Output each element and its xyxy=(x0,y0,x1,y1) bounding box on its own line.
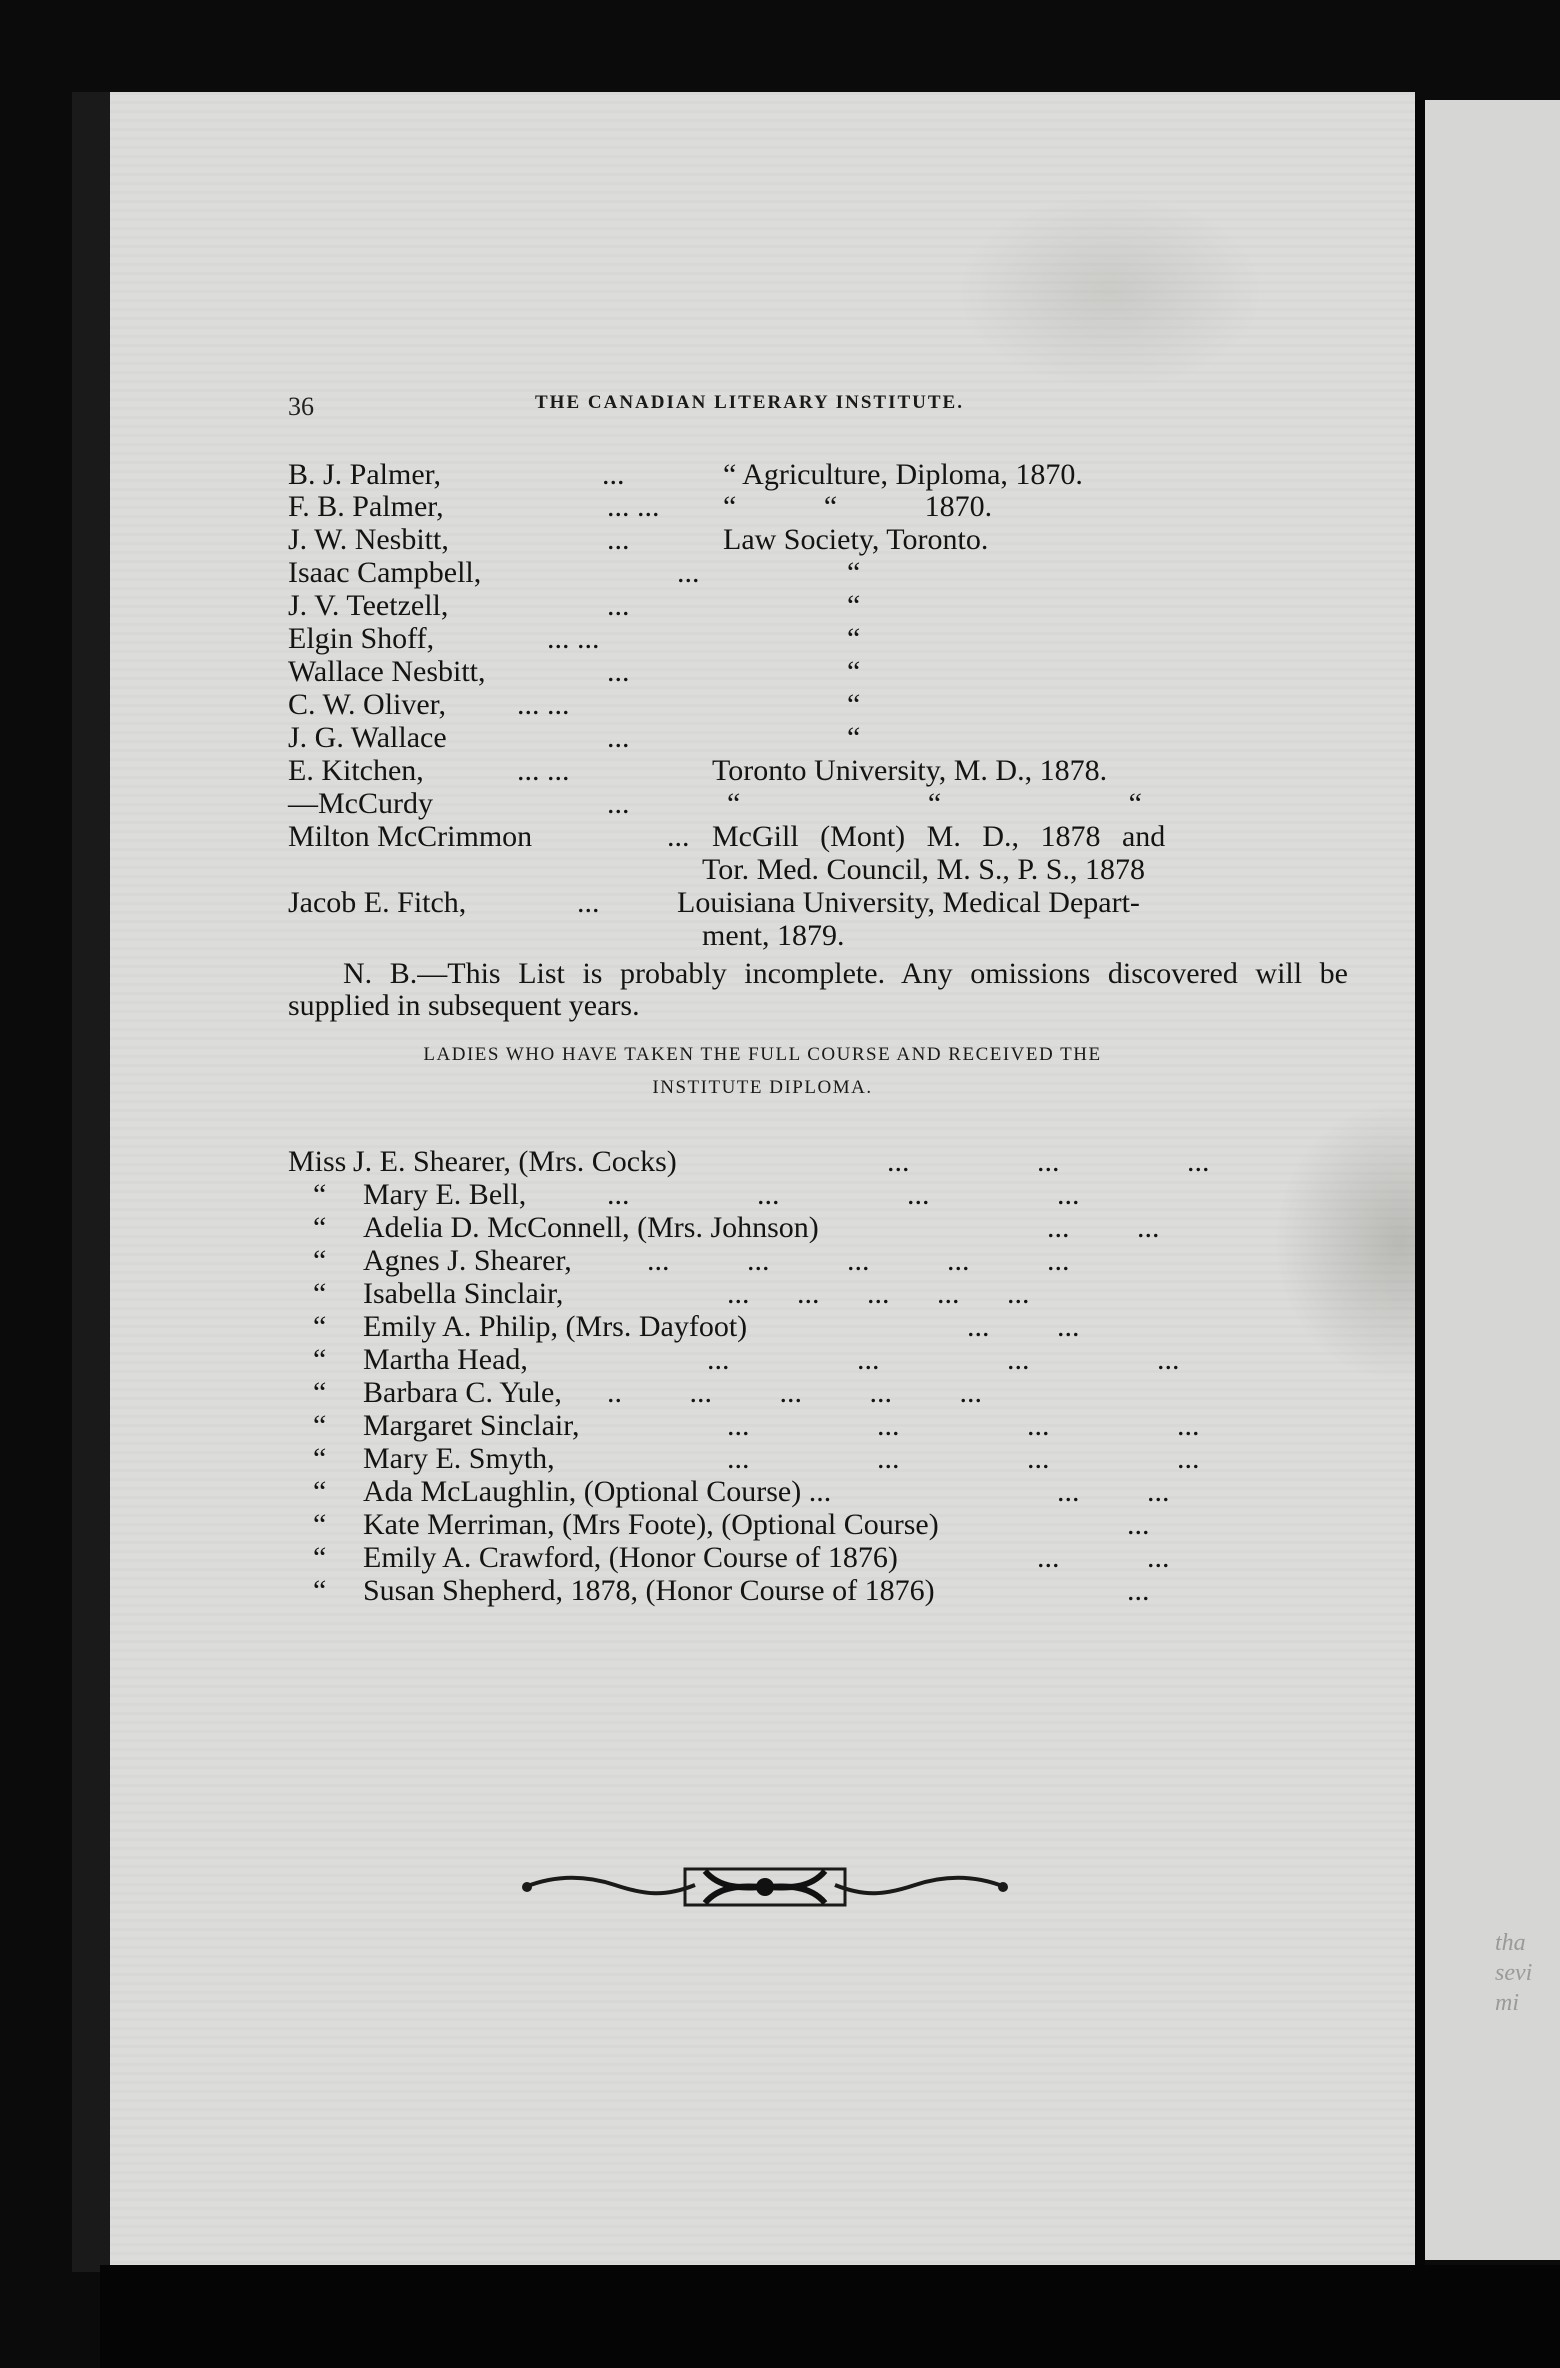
leader-dots: .. ... ... ... ... xyxy=(607,1376,982,1409)
leader-dots: ... ... xyxy=(517,688,570,721)
leader-dots: ... xyxy=(667,820,690,853)
list-item: E. Kitchen, xyxy=(288,754,424,787)
leader-dots: ... ... xyxy=(547,622,600,655)
ditto-mark: “ xyxy=(847,622,861,655)
list-item: F. B. Palmer, xyxy=(288,490,444,523)
list-item-prefix: Miss xyxy=(288,1145,347,1178)
list-item: Jacob E. Fitch, xyxy=(288,886,467,919)
list-item: Susan Shepherd, 1878, (Honor Course of 1876) xyxy=(363,1574,935,1607)
list-item: J. G. Wallace xyxy=(288,721,447,754)
list-item: J. V. Teetzell, xyxy=(288,589,449,622)
list-item: C. W. Oliver, xyxy=(288,688,446,721)
list-item-prefix: “ xyxy=(313,1442,327,1475)
leader-dots: ... xyxy=(607,589,630,622)
list-item-prefix: “ xyxy=(313,1409,327,1442)
leader-dots: ... ... xyxy=(1037,1541,1170,1574)
list-item: Milton McCrimmon xyxy=(288,820,533,853)
ditto-mark: “ xyxy=(847,655,861,688)
ditto-mark: “ xyxy=(847,556,861,589)
list-item: Kate Merriman, (Mrs Foote), (Optional Course) xyxy=(363,1508,939,1541)
list-item: B. J. Palmer, xyxy=(288,458,441,491)
leader-dots: ... ... ... xyxy=(887,1145,1210,1178)
leader-dots: ... ... ... ... ... xyxy=(647,1244,1070,1277)
list-item-detail: Toronto University, M. D., 1878. xyxy=(712,754,1108,787)
list-item-prefix: “ xyxy=(313,1541,327,1574)
leader-dots: ... xyxy=(602,458,625,491)
page-gutter xyxy=(1415,100,1425,2270)
footnote: N. B.—This List is probably incomplete. Any omissions discovered will be supplied in subsequent years. xyxy=(288,957,1348,1022)
list-item-prefix: “ xyxy=(313,1277,327,1310)
list-item-prefix: “ xyxy=(313,1343,327,1376)
book-spine-edge xyxy=(72,92,110,2272)
fragment-text: tha xyxy=(1495,1930,1526,1956)
fragment-text: mi xyxy=(1495,1990,1519,2016)
scan-border xyxy=(100,2265,1560,2368)
list-item-detail: “ Agriculture, Diploma, 1870. xyxy=(723,458,1083,491)
list-item-detail: Louisiana University, Medical Depart- xyxy=(677,886,1140,919)
leader-dots: ... ... ... ... xyxy=(727,1409,1200,1442)
leader-dots: ... ... xyxy=(517,754,570,787)
list-item: Martha Head, xyxy=(363,1343,528,1376)
page-number: 36 xyxy=(288,392,314,421)
running-title: THE CANADIAN LITERARY INSTITUTE. xyxy=(535,392,964,413)
leader-dots: ... ... xyxy=(607,490,660,523)
leader-dots: ... xyxy=(1127,1574,1150,1607)
list-item: Mary E. Bell, xyxy=(363,1178,527,1211)
list-item-detail: McGill (Mont) M. D., 1878 and xyxy=(712,820,1166,853)
list-item-detail: “ “ 1870. xyxy=(723,490,993,523)
list-item-prefix: “ xyxy=(313,1508,327,1541)
section-title: LADIES WHO HAVE TAKEN THE FULL COURSE AND RECEIVED THE xyxy=(423,1044,1102,1065)
leader-dots: ... xyxy=(607,655,630,688)
adjacent-page-edge xyxy=(1425,100,1560,2260)
list-item: Isaac Campbell, xyxy=(288,556,482,589)
list-item: Isabella Sinclair, xyxy=(363,1277,564,1310)
list-item: Mary E. Smyth, xyxy=(363,1442,555,1475)
leader-dots: ... ... ... ... xyxy=(727,1442,1200,1475)
leader-dots: ... ... ... ... xyxy=(707,1343,1180,1376)
list-item: Ada McLaughlin, (Optional Course) ... xyxy=(363,1475,832,1508)
leader-dots: ... xyxy=(577,886,600,919)
list-item-prefix: “ xyxy=(313,1310,327,1343)
list-item: Wallace Nesbitt, xyxy=(288,655,486,688)
ditto-mark: “ xyxy=(847,688,861,721)
list-item-prefix: “ xyxy=(313,1178,327,1211)
list-item: Adelia D. McConnell, (Mrs. Johnson) xyxy=(363,1211,819,1244)
list-item: J. E. Shearer, (Mrs. Cocks) xyxy=(353,1145,677,1178)
list-item: J. W. Nesbitt, xyxy=(288,523,449,556)
list-item-detail: ment, 1879. xyxy=(702,919,845,952)
leader-dots: ... xyxy=(607,523,630,556)
page-header xyxy=(110,392,1415,422)
list-item-prefix: “ xyxy=(313,1211,327,1244)
leader-dots: ... xyxy=(1127,1508,1150,1541)
list-item-detail: Law Society, Toronto. xyxy=(723,523,989,556)
section-title-line2: INSTITUTE DIPLOMA. xyxy=(652,1077,873,1098)
decorative-ornament xyxy=(515,1857,1015,1917)
list-item: Agnes J. Shearer, xyxy=(363,1244,572,1277)
ditto-mark: “ xyxy=(847,721,861,754)
leader-dots: ... ... ... ... ... xyxy=(727,1277,1030,1310)
leader-dots: ... xyxy=(607,721,630,754)
leader-dots: ... ... ... ... xyxy=(607,1178,1080,1211)
leader-dots: ... ... xyxy=(967,1310,1080,1343)
list-item-prefix: “ xyxy=(313,1574,327,1607)
leader-dots: ... xyxy=(607,787,630,820)
list-item: Emily A. Philip, (Mrs. Dayfoot) xyxy=(363,1310,748,1343)
list-item: Margaret Sinclair, xyxy=(363,1409,580,1442)
list-item-prefix: “ xyxy=(313,1475,327,1508)
list-item-prefix: “ xyxy=(313,1376,327,1409)
ditto-mark: “ xyxy=(847,589,861,622)
list-item: Emily A. Crawford, (Honor Course of 1876) xyxy=(363,1541,898,1574)
list-item-detail: Tor. Med. Council, M. S., P. S., 1878 xyxy=(702,853,1145,886)
list-item: Barbara C. Yule, xyxy=(363,1376,562,1409)
leader-dots: ... xyxy=(677,556,700,589)
ditto-mark: “ “ “ xyxy=(727,787,1142,820)
leader-dots: ... ... xyxy=(1047,1211,1160,1244)
fragment-text: sevi xyxy=(1495,1960,1533,1986)
document-page xyxy=(110,92,1415,2272)
list-item-prefix: “ xyxy=(313,1244,327,1277)
leader-dots: ... ... xyxy=(1057,1475,1170,1508)
list-item: —McCurdy xyxy=(288,787,433,820)
list-item: Elgin Shoff, xyxy=(288,622,435,655)
